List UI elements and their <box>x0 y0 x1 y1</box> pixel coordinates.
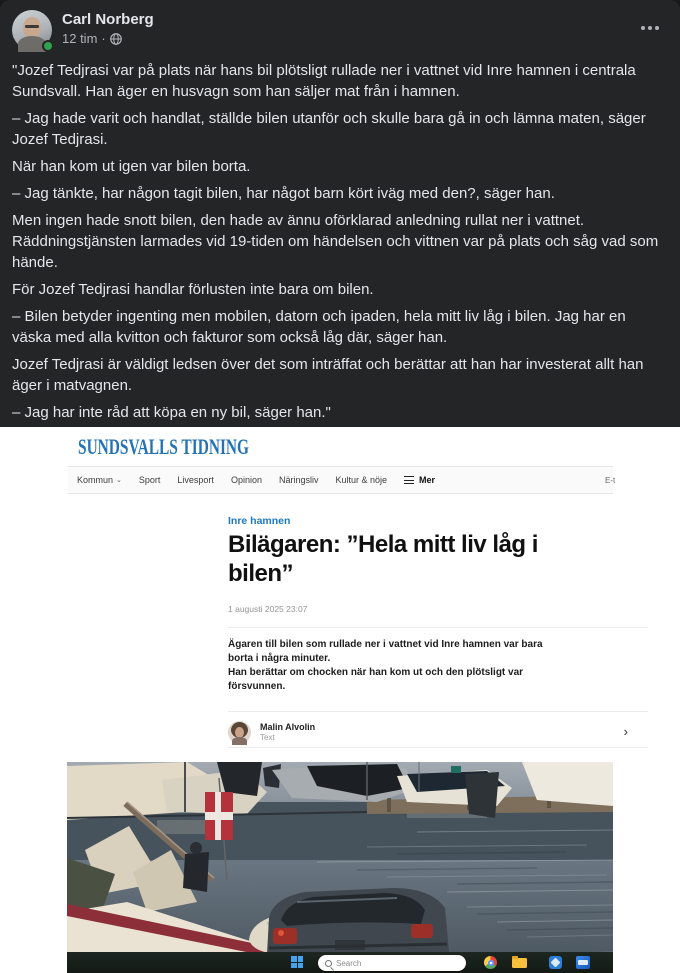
windows-logo-icon <box>291 956 297 962</box>
avatar[interactable] <box>12 10 52 50</box>
site-logo: SUNDSVALLS TIDNING <box>78 434 250 459</box>
file-explorer-icon[interactable] <box>512 958 527 968</box>
nav-item-kommun: Kommun ⌄ <box>77 475 122 485</box>
post-paragraph: – Bilen betyder ingenting men mobilen, datorn och ipaden, hela mitt liv låg i bilen. Jag har en väska med alla kvitton och fakturor som också låg där, säger han. <box>12 308 626 346</box>
article-kicker: Inre hamnen <box>228 515 291 527</box>
byline <box>228 718 648 746</box>
nav-item-naringsliv: Näringsliv <box>278 475 319 485</box>
nav-item-opinion: Opinion <box>230 475 262 485</box>
chevron-down-icon: ⌄ <box>116 477 122 484</box>
online-indicator <box>42 40 54 52</box>
post-timestamp[interactable]: 12 tim <box>62 31 98 46</box>
article-published: 1 augusti 2025 23:07 <box>228 604 308 614</box>
windows-taskbar <box>67 952 613 973</box>
more-options-button[interactable] <box>634 18 666 38</box>
chrome-icon[interactable] <box>484 956 497 969</box>
post-paragraph: – Jag har inte råd att köpa en ny bil, säger han." <box>12 404 331 421</box>
windows-start-button[interactable] <box>291 956 303 968</box>
nav-item-livesport: Livesport <box>177 475 214 485</box>
meta-separator: · <box>101 31 106 46</box>
post-paragraph: När han kom ut igen var bilen borta. <box>12 158 251 175</box>
post-header <box>0 0 680 50</box>
byline-avatar <box>228 721 251 744</box>
search-label: Search <box>336 958 362 968</box>
chevron-right-icon: › <box>623 724 628 739</box>
nav-etidning: E-t <box>605 475 616 485</box>
mail-app-icon[interactable] <box>576 956 590 969</box>
post-paragraph: Jozef Tedjrasi är väldigt ledsen över det som inträffat och berättar att han har investerat allt han äger i matvagnen. <box>12 356 644 394</box>
divider <box>228 747 648 748</box>
site-nav <box>68 466 616 494</box>
nav-item-mer: Mer <box>404 475 435 485</box>
post-paragraph: – Jag hade varit och handlat, ställde bilen utanför och skulle bara gå in och lämna maten, säger Jozef Tedjrasi. <box>12 110 646 148</box>
avatar-glasses <box>25 25 39 28</box>
byline-name: Malin Alvolin <box>260 721 316 732</box>
author-name[interactable]: Carl Norberg <box>62 11 154 28</box>
post-paragraph: För Jozef Tedjrasi handlar förlusten inte bara om bilen. <box>12 281 374 298</box>
nav-item-sport: Sport <box>138 475 161 485</box>
article-preamble: Ägaren till bilen som rullade ner i vattnet vid Inre hamnen var bara borta i några minuter. Han berättar om chocken när han kom ut och den plötsligt var försvunnen. <box>228 639 543 692</box>
divider <box>228 627 648 628</box>
post-text <box>12 60 668 423</box>
article-headline: Bilägaren: ”Hela mitt liv låg i bilen” <box>228 531 538 587</box>
harbor-photo <box>67 762 613 973</box>
search-icon <box>325 960 332 967</box>
byline-role: Text <box>260 732 275 742</box>
post-paragraph: – Jag tänkte, har någon tagit bilen, har något barn kört iväg med den?, säger han. <box>12 185 555 202</box>
photos-app-icon[interactable] <box>549 956 562 969</box>
post-paragraph: "Jozef Tedjrasi var på plats när hans bil plötsligt rullade ner i vattnet vid Inre hamnen i centrala Sundsvall. Han äger en husvagn som han säljer mat från i hamnen. <box>12 62 636 100</box>
hamburger-icon <box>404 476 414 484</box>
ellipsis-icon <box>641 26 645 30</box>
taskbar-search[interactable] <box>318 955 466 971</box>
article-photo <box>67 762 613 973</box>
divider <box>228 711 648 712</box>
nav-item-kultur: Kultur & nöje <box>335 475 388 485</box>
attachment-article-screenshot[interactable] <box>0 427 680 973</box>
post-paragraph: Men ingen hade snott bilen, den hade av ännu oförklarad anledning rullat ner i vattnet. Räddningstjänsten larmades vid 19-tiden om händelsen och vittnen var på plats och såg vad som hände. <box>12 212 659 271</box>
globe-icon <box>110 33 122 45</box>
